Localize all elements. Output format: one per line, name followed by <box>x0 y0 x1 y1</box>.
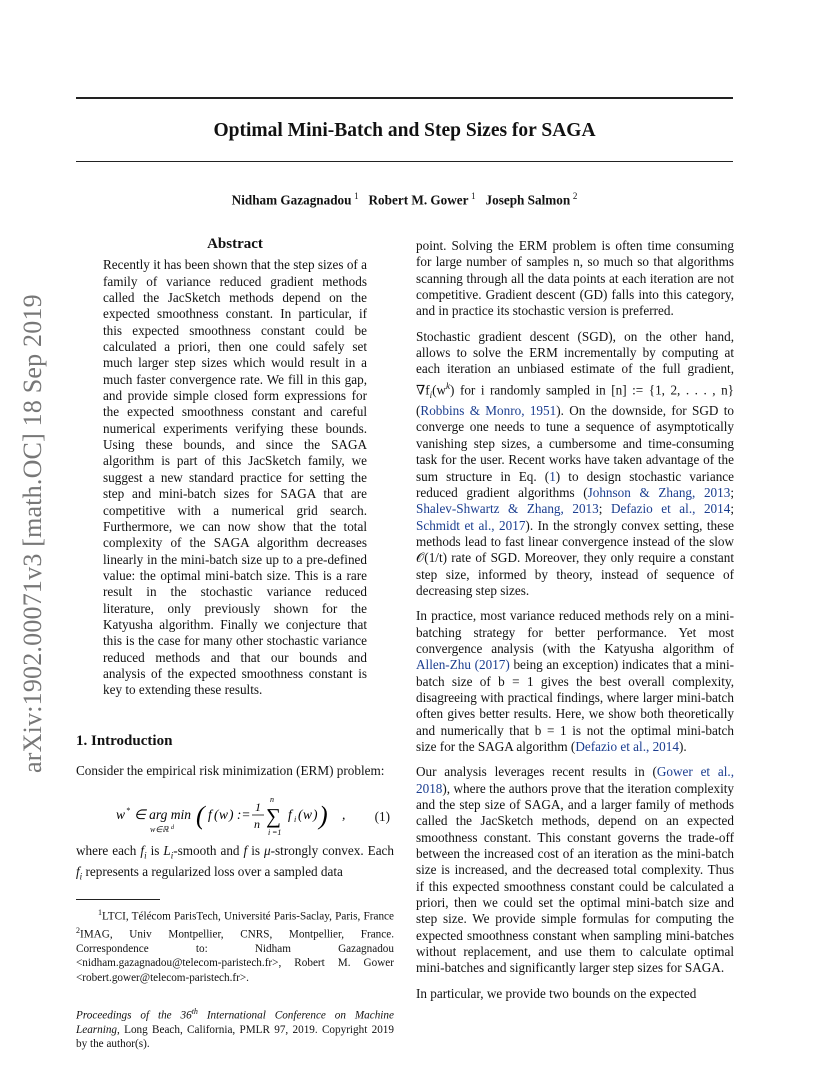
svg-text:): ) <box>319 801 328 831</box>
body-paragraph: Stochastic gradient descent (SGD), on the other hand, allows to solve the ERM incrementally by computing at each iteration an unbiased estimate of the full gradient, $\nabla f_i(w^k)$ for i randomly sampled in [n] := {1, 2, . . . , n} (Robbins & Monro, 1951). On the downside, for SGD to converge one needs to tune a sequence of asymptotically vanishing step sizes, a cumbersome and time-consuming task for the user. Recent works have taken advantage of the sum structure in Eq. (1) to design stochastic variance reduced gradient algorithms (Johnson & Zhang, 2013; Shalev-Shwartz & Zhang, 2013; Defazio et al., 2014; Schmidt et al., 2017). In the strongly convex setting, these methods lead to fast linear convergence instead of the slow 𝒪(1/t) rate of SGD. Moreover, they only require a constant step size, informed by theory, instead of sequence of decreasing step sizes. <box>416 328 735 598</box>
svg-text:): ) <box>313 807 318 823</box>
author-affiliation: 1 <box>354 191 359 201</box>
svg-text:w: w <box>303 807 313 823</box>
svg-text:w∈ℝ: w∈ℝ <box>150 825 169 835</box>
svg-text:w: w <box>219 807 229 823</box>
svg-text:(: ( <box>196 801 205 831</box>
abstract-heading: Abstract <box>207 236 263 252</box>
body-paragraph: point. Solving the ERM problem is often time consuming for large number of samples n, so much so that algorithms scanning through all the data points at each iteration are not competitive. Gradient descent (GD) falls into this category, and in practice its stochastic version is preferred. <box>416 238 734 319</box>
abstract-body: Recently it has been shown that the step sizes of a family of variance reduced gradient methods called the JacSketch methods depend on the expected smoothness constant. In particular, if this expected smoothness constant could be calculated a priori, then one could safely set much larger step sizes which would result in a much faster convergence rate. We fill in this gap, and provide simple closed form expressions for the expected smoothness constant and careful numerical experiments verifying these bounds. Using these bounds, and since the SAGA algorithm is part of this JacSketch family, we suggest a new standard practice for setting the step and mini-batch sizes for SAGA that are competitive with a numerical grid search. Furthermore, we can now show that the total complexity of the SAGA algorithm decreases linearly in the mini-batch size up to a pre-defined value: the optimal mini-batch size. This is a rare result in the stochastic variance reduced literature, only previously shown for the Katyusha algorithm. Finally we conjecture that this is the case for many other stochastic variance reduced methods and that our bounds and analysis of the expected smoothness constant is key to extending these results. <box>103 257 367 698</box>
author-list <box>76 191 733 208</box>
citation-link[interactable]: Schmidt et al., 2017 <box>416 517 526 533</box>
author-affiliation: 1 <box>471 191 476 201</box>
svg-text:) :=: ) := <box>229 807 251 823</box>
svg-text:d: d <box>171 825 174 832</box>
intro-paragraph: Consider the empirical risk minimization (ERM) problem: <box>76 762 385 778</box>
body-paragraph: In particular, we provide two bounds on the expected <box>416 985 697 1001</box>
citation-link[interactable]: Gower et al., 2018 <box>416 764 735 796</box>
citation-link[interactable]: Johnson & Zhang, 2013 <box>587 484 731 500</box>
author-name: Joseph Salmon <box>485 192 571 208</box>
svg-text:i: i <box>268 828 271 838</box>
equation-ref-link[interactable]: 1 <box>549 468 556 484</box>
svg-text:∑: ∑ <box>266 804 281 829</box>
svg-text:(: ( <box>298 807 303 823</box>
author-name: Robert M. Gower <box>368 192 469 208</box>
citation-link[interactable]: Defazio et al., 2014 <box>610 501 731 517</box>
left-column <box>76 236 394 1051</box>
author-name: Nidham Gazagnadou <box>231 192 352 208</box>
arxiv-stamp: arXiv:1902.00071v3 [math.OC] 18 Sep 2019 <box>18 294 47 773</box>
section-heading-introduction: 1. Introduction <box>76 732 173 749</box>
proceedings-note: Proceedings of the 36th International Conference on Machine Learning, Long Beach, California, PMLR 97, 2019. Copyright 2019 by the author(s). <box>76 1006 394 1050</box>
svg-text:*: * <box>126 806 130 816</box>
citation-link[interactable]: Robbins & Monro, 1951 <box>420 403 557 419</box>
svg-text:f: f <box>208 807 212 823</box>
svg-text:n: n <box>270 795 274 805</box>
equation-formula <box>116 793 366 843</box>
footnote-rule <box>76 899 160 900</box>
citation-link[interactable]: Shalev-Shwartz & Zhang, 2013 <box>416 501 599 517</box>
svg-text:1: 1 <box>255 800 261 815</box>
footnote-affiliations: $^1$LTCI, Télécom ParisTech, Université Paris-Saclay, Paris, France $^2$IMAG, Univ Montpellier, CNRS, Montpellier, France. Correspondence to: Nidham Gazagnadou <nidham.gazagnadou@telecom-paristech.fr>, Robert M. Gower <robert.gower@telecom-paristech.fr>. <box>76 908 394 984</box>
right-column <box>416 238 734 1002</box>
citation-link[interactable]: Defazio et al., 2014 <box>575 739 679 754</box>
svg-text:i: i <box>294 815 297 825</box>
svg-text:f: f <box>288 807 292 823</box>
svg-text:n: n <box>254 817 260 832</box>
author-affiliation: 2 <box>572 191 578 201</box>
svg-text:=1: =1 <box>272 828 282 838</box>
title-rule-top <box>76 97 733 99</box>
body-paragraph: In practice, most variance reduced methods rely on a mini-batching strategy for better performance. Yet most convergence analysis (with the Katyusha algorithm of Allen-Zhu (2017) being an exception) indicates that a mini-batch size of b = 1 gives the best overall complexity, disagreeing with practical findings, where larger mini-batch often gives better results. Here, we show both theoretically and numerically that b = 1 is not the optimal mini-batch size for the SAGA algorithm (Defazio et al., 2014). <box>416 608 734 754</box>
equation-number: (1) <box>374 809 390 825</box>
paper-title: Optimal Mini-Batch and Step Sizes for SAGA <box>213 120 596 141</box>
title-rule-bottom <box>76 161 733 162</box>
svg-text:w: w <box>116 807 126 823</box>
intro-paragraph: where each $f_i$ is $L_i$-smooth and f is μ-strongly convex. Each $f_i$ represents a regularized loss over a sampled data <box>76 843 395 882</box>
citation-link[interactable]: Allen-Zhu (2017) <box>416 657 510 673</box>
equation-erm <box>76 785 394 839</box>
svg-text:,: , <box>342 807 346 823</box>
svg-text:(: ( <box>214 807 219 823</box>
body-paragraph: Our analysis leverages recent results in (Gower et al., 2018), where the authors prove that the iteration complexity and the step size of SAGA, and a larger family of methods called the JacSketch methods, depend on an expected smoothness constant. This constant governs the trade-off between the increased cost of an iteration as the mini-batch size is increased, and the decreased total complexity. Thus if this expected smoothness constant could be calculated a priori, then we could set the optimal mini-batch size and step size. We provide simple formulas for computing the expected smoothness constant when sampling mini-batches without replacement, and use them to calculate optimal mini-batches and significantly larger step sizes for SAGA. <box>416 764 735 976</box>
svg-text:∈ arg min: ∈ arg min <box>134 807 192 823</box>
